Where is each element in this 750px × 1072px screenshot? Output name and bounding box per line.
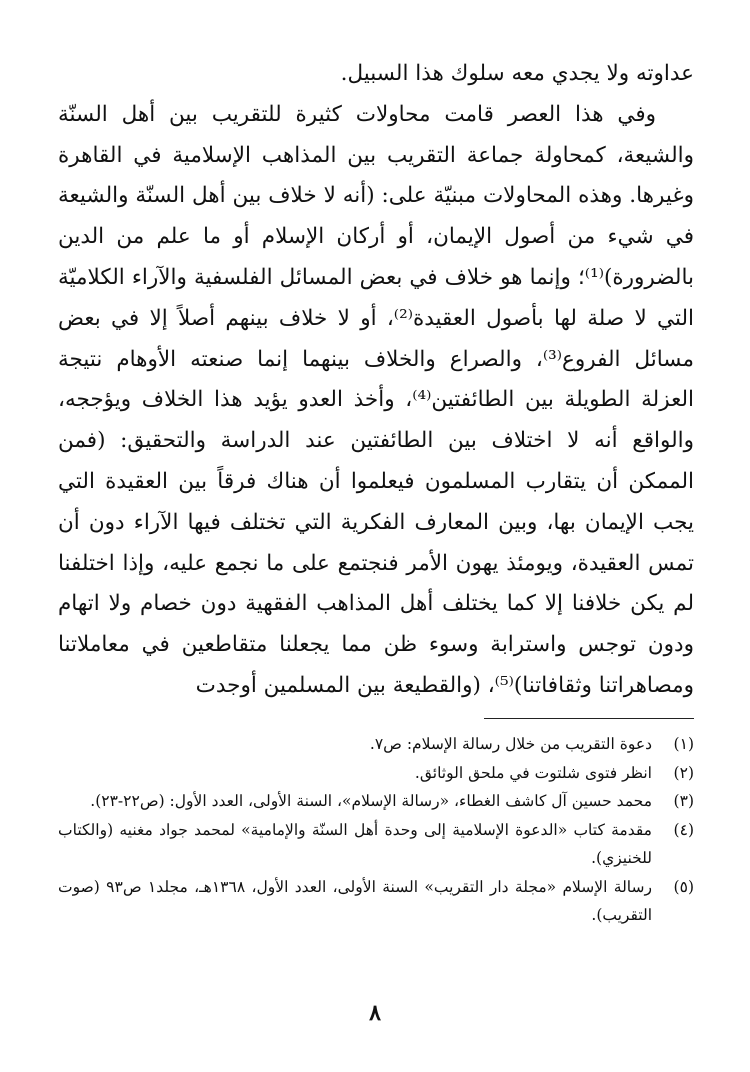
main-text	[58, 54, 694, 707]
footnote-text: محمد حسين آل كاشف الغطاء، «رسالة الإسلام»، السنة الأولى، العدد الأول: (ص٢٢-٢٣).	[90, 792, 652, 810]
footnote-3	[58, 787, 694, 816]
footnote-4	[58, 816, 694, 873]
page-number: ٨	[369, 1000, 381, 1026]
footnote-number: (٥)	[673, 877, 694, 896]
footnote-text: مقدمة كتاب «الدعوة الإسلامية إلى وحدة أهل السنّة والإمامية» لمحمد جواد مغنيه (والكتاب للخنيزي).	[58, 820, 652, 867]
footnote-number: (٤)	[673, 820, 694, 839]
footnote-text: انظر فتوى شلتوت في ملحق الوثائق.	[414, 763, 652, 782]
footnote-2	[58, 759, 694, 788]
paragraph-continuation: عداوته ولا يجدي معه سلوك هذا السبيل.	[340, 61, 694, 86]
footnote-text: رسالة الإسلام «مجلة دار التقريب» السنة الأولى، العدد الأول، ١٣٦٨هـ، مجلد١ ص٩٣ (صوت التقريب).	[58, 877, 652, 924]
footnote-5	[58, 873, 694, 930]
footnote-number: (٢)	[673, 763, 694, 782]
footnote-number: (١)	[673, 735, 694, 753]
paragraph-main: وفي هذا العصر قامت محاولات كثيرة للتقريب بين أهل السنّة والشيعة، كمحاولة جماعة التقريب بين المذاهب الإسلامية في القاهرة وغيرها. وهذه المحاولات مبنيّة على: (أنه لا خلاف بين أهل السنّة والشيعة في شيء من أصول الإيمان، أو أركان الإسلام أو ما علم من الدين بالضرورة)⁽¹⁾؛ وإنما هو خلاف في بعض المسائل الفلسفية والآراء الكلاميّة التي لا صلة لها بأصول العقيدة⁽²⁾، أو لا خلاف بينهم أصلاً إلا في بعض مسائل الفروع⁽³⁾، والصراع والخلاف بينهما إنما صنعته الأوهام نتيجة العزلة الطويلة بين الطائفتين⁽⁴⁾، وأخذ العدو يؤيد هذا الخلاف ويؤججه، والواقع أنه لا اختلاف بين الطائفتين عند الدراسة والتحقيق: (فمن الممكن أن يتقارب المسلمون فيعلموا أن هناك فرقاً بين العقيدة التي يجب الإيمان بها، وبين المعارف الفكرية التي تختلف فيها الآراء دون أن تمس العقيدة، ويومئذ يهون الأمر فنجتمع على ما نجمع عليه، وإذا اختلفنا لم يكن خلافنا إلا كما يختلف أهل المذاهب الفقهية دون خصام ولا اتهام ودون توجس واسترابة وسوء ظن مما يجعلنا متقاطعين في معاملاتنا ومصاهراتنا وثقافاتنا)⁽⁵⁾، (والقطيعة بين المسلمين أوجدت	[58, 101, 694, 698]
footnote-1	[58, 730, 694, 759]
footnote-text: دعوة التقريب من خلال رسالة الإسلام: ص٧.	[369, 735, 652, 753]
footnote-number: (٣)	[673, 792, 694, 810]
footnote-separator	[484, 718, 694, 719]
footnotes	[58, 730, 694, 930]
